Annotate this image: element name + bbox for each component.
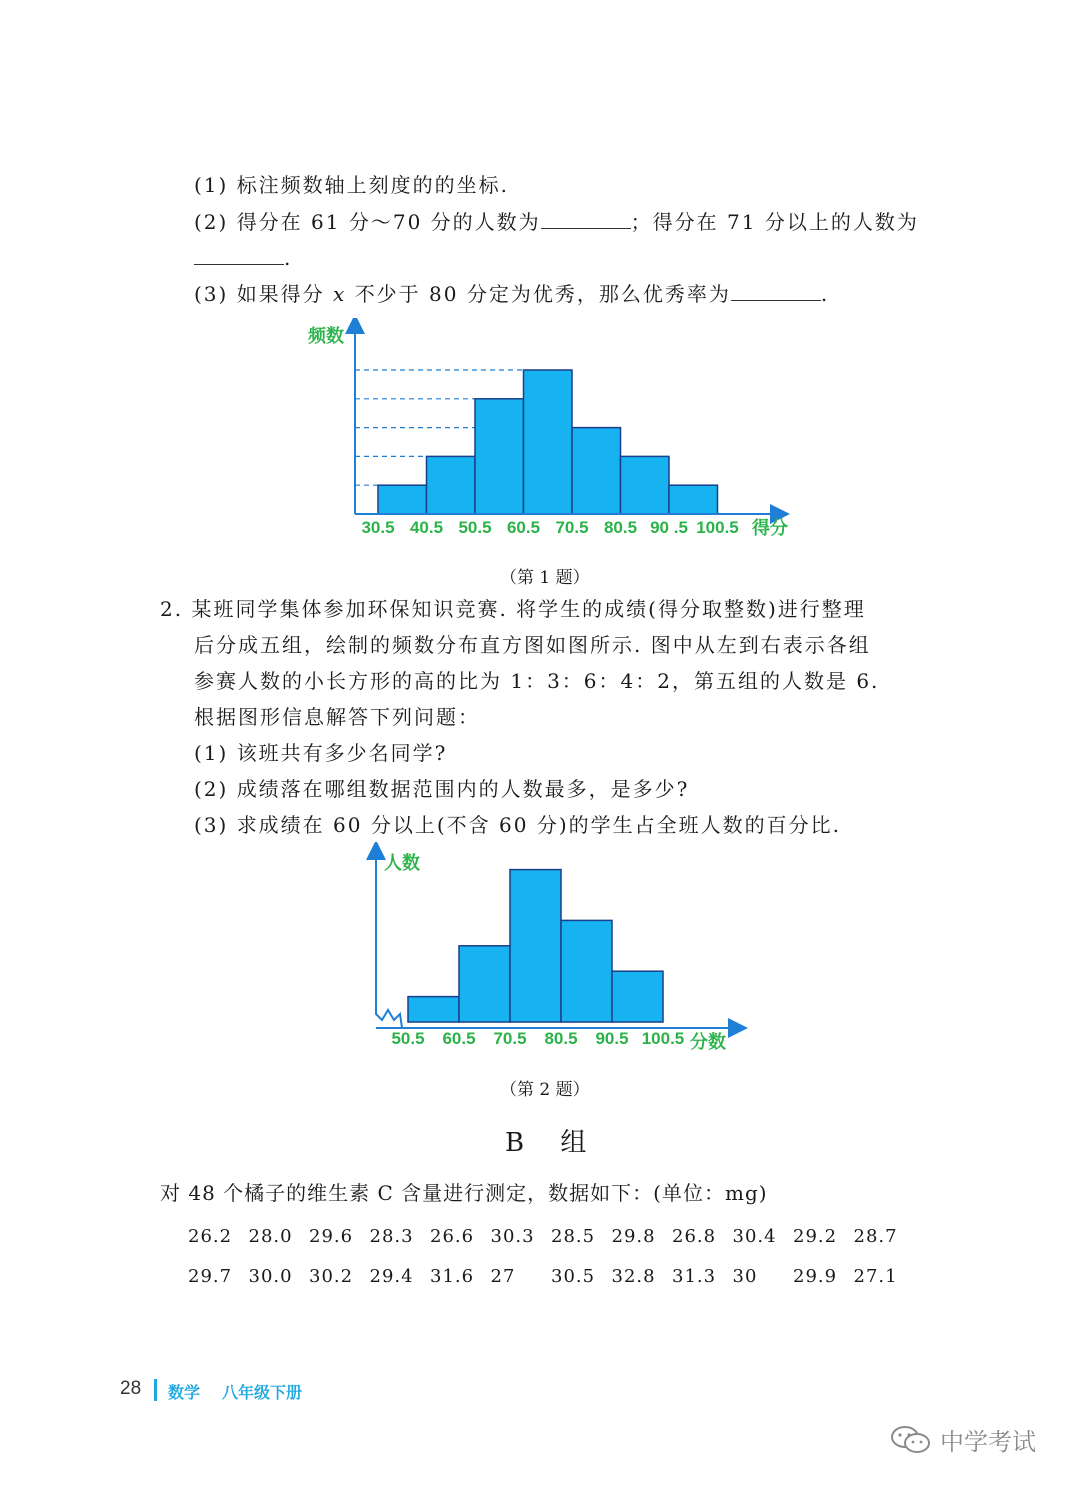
watermark <box>890 1422 1036 1457</box>
bar-3 <box>524 370 573 514</box>
histogram-q2 <box>360 842 780 1062</box>
x-tick-label: 90 .5 <box>650 518 688 537</box>
q1-part3-text-a: (3) 如果得分 <box>194 282 325 306</box>
q1-part2-end: . <box>284 246 293 270</box>
data-value: 32.8 <box>611 1266 656 1287</box>
data-value: 27.1 <box>853 1266 898 1287</box>
x-tick-label: 50.5 <box>391 1029 425 1048</box>
data-value: 27 <box>490 1266 516 1287</box>
q1-part3-text-b: 不少于 80 分定为优秀，那么优秀率为 <box>354 282 731 306</box>
x-tick-label: 90.5 <box>595 1029 629 1048</box>
variable-x: x <box>333 282 347 306</box>
watermark-text: 中学考试 <box>940 1428 1036 1456</box>
bar-1 <box>427 456 476 514</box>
bar-0 <box>378 485 427 514</box>
q2-part3: (3) 求成绩在 60 分以上(不含 60 分)的学生占全班人数的百分比. <box>194 813 841 837</box>
x-tick-label: 100.5 <box>696 518 739 537</box>
data-value: 29.7 <box>188 1266 233 1287</box>
data-value: 29.6 <box>309 1226 354 1247</box>
x-tick-label: 70.5 <box>555 518 589 537</box>
q2-part2: (2) 成绩落在哪组数据范围内的人数最多，是多少? <box>194 777 690 801</box>
histogram-q1 <box>300 318 820 548</box>
bar-1 <box>459 946 510 1022</box>
x-tick-label: 50.5 <box>458 518 492 537</box>
figure-caption-q2: （第 2 题） <box>500 1080 590 1100</box>
answer-blank[interactable] <box>731 280 821 301</box>
data-value: 29.2 <box>793 1226 838 1247</box>
data-value: 30.3 <box>490 1226 535 1247</box>
wechat-icon <box>890 1424 932 1456</box>
bar-5 <box>621 456 670 514</box>
section-b-intro: 对 48 个橘子的维生素 C 含量进行测定，数据如下：(单位：mg) <box>160 1181 768 1205</box>
book-title <box>168 1380 302 1403</box>
footer-divider <box>154 1379 157 1401</box>
grade-label: 八年级下册 <box>222 1383 303 1402</box>
data-value: 28.0 <box>248 1226 293 1247</box>
data-value: 30.2 <box>309 1266 354 1287</box>
x-tick-label: 60.5 <box>442 1029 476 1048</box>
x-tick-label: 40.5 <box>409 518 444 537</box>
q1-part2-text-b: ；得分在 71 分以上的人数为 <box>630 210 919 234</box>
data-value: 30.0 <box>248 1266 293 1287</box>
y-axis-title: 人数 <box>384 853 420 874</box>
data-value: 30 <box>732 1266 758 1287</box>
q2-part1: (1) 该班共有多少名同学? <box>194 741 448 765</box>
data-value: 29.9 <box>793 1266 838 1287</box>
data-value: 29.4 <box>369 1266 414 1287</box>
data-value: 28.7 <box>853 1226 898 1247</box>
data-value: 28.5 <box>551 1226 596 1247</box>
section-b-title: B 组 <box>505 1128 601 1158</box>
x-tick-label: 80.5 <box>544 1029 578 1048</box>
x-tick-label: 60.5 <box>506 518 541 537</box>
bar-6 <box>669 485 718 514</box>
q2-line-4: 根据图形信息解答下列问题： <box>194 705 480 729</box>
answer-blank[interactable] <box>541 208 631 229</box>
subject-label: 数学 <box>168 1383 201 1402</box>
x-tick-label: 100.5 <box>641 1029 685 1048</box>
x-tick-label: 70.5 <box>493 1029 527 1048</box>
bar-2 <box>510 870 561 1022</box>
data-value: 30.4 <box>732 1226 777 1247</box>
data-value: 29.8 <box>611 1226 656 1247</box>
q1-part1: (1) 标注频数轴上刻度的的坐标. <box>194 173 510 197</box>
q2-line-3: 参赛人数的小长方形的高的比为 1：3：6：4：2，第五组的人数是 6. <box>194 669 880 693</box>
data-value: 26.8 <box>672 1226 717 1247</box>
data-value: 26.2 <box>188 1226 233 1247</box>
x-tick-label: 80.5 <box>603 518 638 537</box>
y-axis-title: 频数 <box>308 326 344 347</box>
bar-2 <box>475 399 524 514</box>
q1-part2 <box>194 208 919 235</box>
x-axis-title: 得分 <box>752 518 788 539</box>
bar-4 <box>572 428 621 514</box>
x-axis-title: 分数 <box>690 1032 726 1053</box>
q1-part3 <box>194 280 829 307</box>
q1-part2-text-a: (2) 得分在 61 分～70 分的人数为 <box>194 210 541 234</box>
data-value: 31.3 <box>672 1266 717 1287</box>
page-number: 28 <box>120 1378 142 1399</box>
bar-4 <box>612 971 663 1022</box>
figure-caption-q1: （第 1 题） <box>500 568 590 588</box>
data-value: 30.5 <box>551 1266 596 1287</box>
data-value: 28.3 <box>369 1226 414 1247</box>
q2-line-2: 后分成五组，绘制的频数分布直方图如图所示. 图中从左到右表示各组 <box>194 633 871 657</box>
data-value: 26.6 <box>430 1226 475 1247</box>
data-value: 31.6 <box>430 1266 475 1287</box>
q1-part3-end: . <box>820 282 830 306</box>
q1-part2-cont <box>194 244 292 271</box>
bar-3 <box>561 920 612 1022</box>
q2-line-1: 2. 某班同学集体参加环保知识竞赛. 将学生的成绩(得分取整数)进行整理 <box>160 597 866 621</box>
x-tick-label: 30.5 <box>361 518 395 537</box>
axis-break <box>376 1010 402 1028</box>
bar-0 <box>408 997 459 1022</box>
answer-blank[interactable] <box>194 244 284 265</box>
